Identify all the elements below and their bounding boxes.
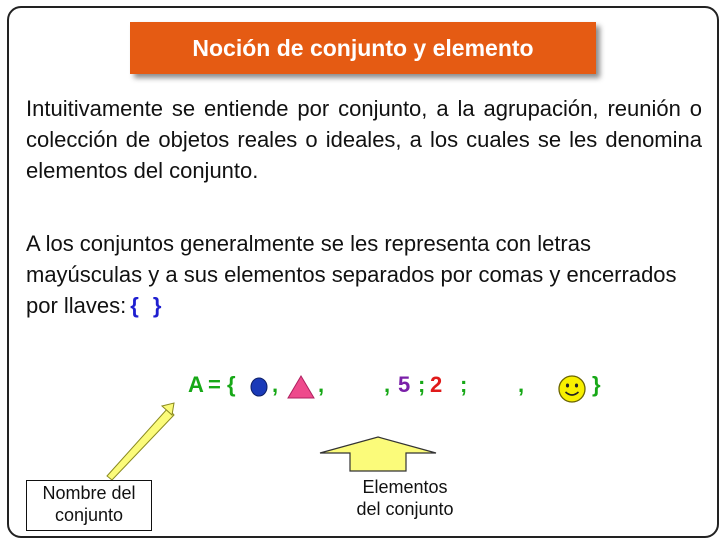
elements-label-line1: Elementos: [362, 477, 448, 497]
up-arrow-icon: [318, 436, 438, 472]
set-semicolon-1: ;: [418, 372, 426, 397]
set-comma-3: ,: [384, 372, 391, 397]
set-letter: A: [188, 372, 204, 397]
set-name-label-line1: Nombre del: [42, 483, 136, 503]
blue-circle-icon: [249, 376, 269, 398]
paragraph-definition: Intuitivamente se entiende por conjunto, a la agrupación, reunión o colección de objetos reales o ideales, a los cuales se les denomina elementos del conjunto.: [26, 96, 702, 183]
pink-triangle-icon: [286, 374, 316, 400]
set-equals-open: = {: [208, 372, 236, 397]
element-five: 5: [398, 372, 411, 397]
set-comma-4: ,: [518, 372, 525, 397]
elements-label: [340, 476, 470, 520]
page-title: Noción de conjunto y elemento: [192, 34, 534, 61]
set-semicolon-2: ;: [460, 372, 468, 397]
element-two: 2: [430, 372, 443, 397]
open-brace: {: [130, 293, 139, 318]
title-banner: [130, 22, 596, 74]
paragraph-notation-text: A los conjuntos generalmente se les representa con letras mayúsculas y a sus elementos separados por comas y encerrados por llaves:: [26, 231, 677, 318]
set-name-label-line2: conjunto: [54, 505, 124, 525]
smiley-face-icon: [557, 374, 587, 404]
set-name-label: [26, 480, 152, 531]
elements-label-line2: del conjunto: [356, 499, 454, 519]
set-comma-1: ,: [272, 372, 279, 397]
diagonal-arrow-icon: [100, 400, 180, 484]
set-comma-2: ,: [318, 372, 325, 397]
set-close-brace: }: [592, 372, 601, 397]
close-brace: }: [152, 293, 162, 318]
paragraph-notation: [26, 228, 702, 321]
braces-example: [130, 293, 161, 318]
